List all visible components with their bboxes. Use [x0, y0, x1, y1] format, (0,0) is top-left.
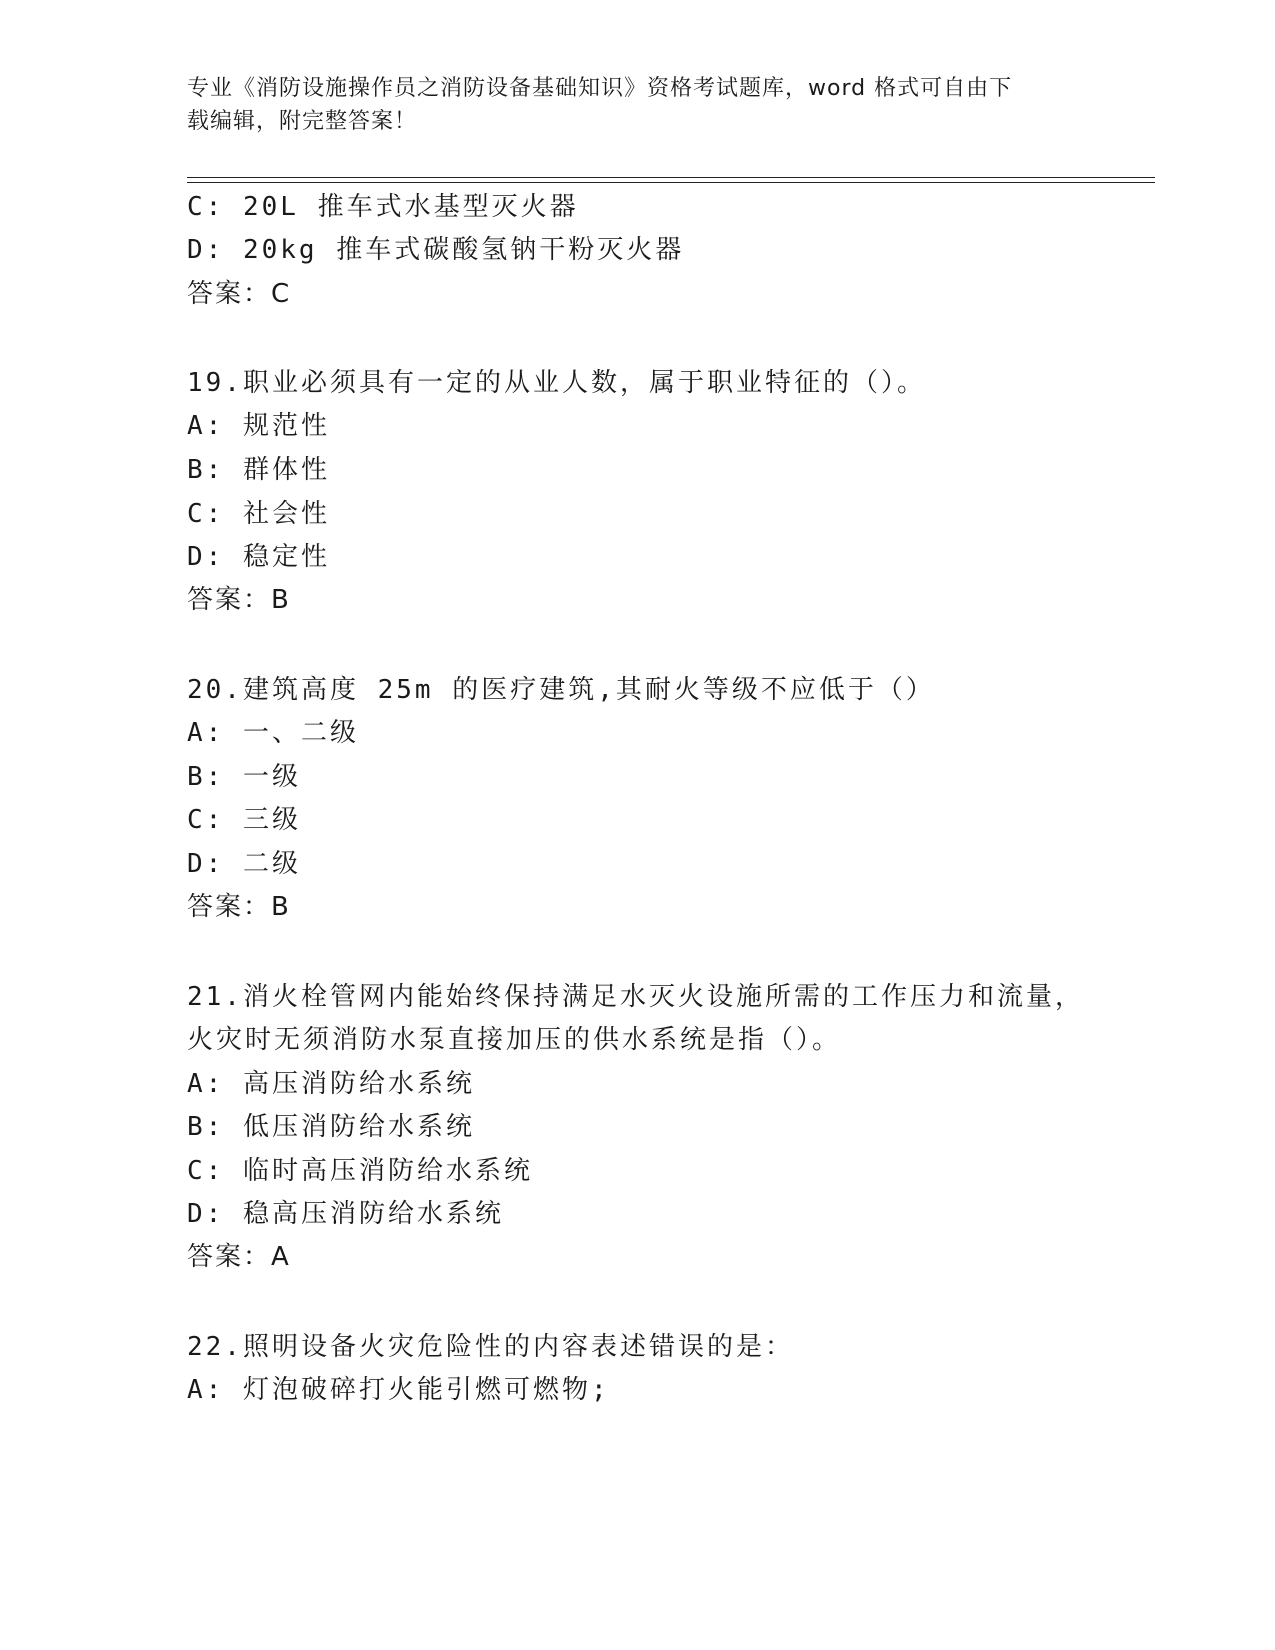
header-rule-bottom — [187, 182, 1155, 183]
q20-option-d: D: 二级 — [187, 849, 301, 879]
prev-option-c: C: 20L 推车式水基型灭火器 — [187, 192, 579, 222]
q22-option-a: A: 灯泡破碎打火能引燃可燃物; — [187, 1375, 610, 1405]
q19-option-b: B: 群体性 — [187, 455, 330, 485]
q21-option-b: B: 低压消防给水系统 — [187, 1112, 475, 1142]
prev-option-d: D: 20kg 推车式碳酸氢钠干粉灭火器 — [187, 235, 685, 265]
q19-option-d: D: 稳定性 — [187, 542, 330, 572]
q20-option-a: A: 一、二级 — [187, 718, 359, 748]
header-rule-top — [187, 177, 1155, 178]
q19-option-c: C: 社会性 — [187, 499, 330, 529]
q21-option-a: A: 高压消防给水系统 — [187, 1069, 475, 1099]
header-line-2: 载编辑，附完整答案！ — [187, 109, 418, 134]
q21-answer: 答案：A — [187, 1242, 291, 1272]
q22-stem: 22.照明设备火灾危险性的内容表述错误的是： — [187, 1332, 794, 1362]
q19-option-a: A: 规范性 — [187, 411, 330, 441]
q21-stem-line-1: 21.消火栓管网内能始终保持满足水灭火设施所需的工作压力和流量， — [187, 982, 1084, 1012]
q20-option-b: B: 一级 — [187, 762, 301, 792]
q20-option-c: C: 三级 — [187, 805, 301, 835]
header-line-1: 专业《消防设施操作员之消防设备基础知识》资格考试题库，word 格式可自由下 — [187, 76, 1013, 101]
q21-option-c: C: 临时高压消防给水系统 — [187, 1156, 533, 1186]
q20-answer: 答案：B — [187, 892, 291, 922]
q21-stem-line-2: 火灾时无须消防水泵直接加压的供水系统是指（）。 — [187, 1025, 842, 1055]
q20-stem: 20.建筑高度 25m 的医疗建筑,其耐火等级不应低于（） — [187, 675, 935, 705]
q19-answer: 答案：B — [187, 585, 291, 615]
q21-option-d: D: 稳高压消防给水系统 — [187, 1199, 504, 1229]
q19-stem: 19.职业必须具有一定的从业人数，属于职业特征的（）。 — [187, 368, 926, 398]
document-header — [187, 72, 1087, 138]
prev-answer: 答案：C — [187, 279, 292, 309]
